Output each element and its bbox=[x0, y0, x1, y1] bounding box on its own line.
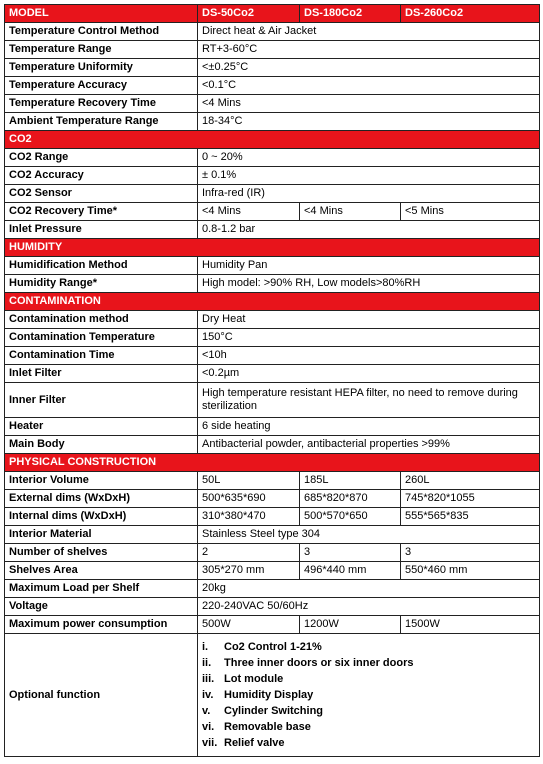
spec-table bbox=[4, 4, 540, 757]
row-label: CO2 Accuracy bbox=[5, 167, 198, 185]
spec-row bbox=[5, 526, 540, 544]
spec-row bbox=[5, 562, 540, 580]
section-title: PHYSICAL CONSTRUCTION bbox=[5, 454, 540, 472]
row-label: Ambient Temperature Range bbox=[5, 113, 198, 131]
spec-row bbox=[5, 472, 540, 490]
row-label: Humidification Method bbox=[5, 257, 198, 275]
row-value: 0 ~ 20% bbox=[198, 149, 540, 167]
spec-row bbox=[5, 418, 540, 436]
row-value-model-2: 1200W bbox=[300, 616, 401, 634]
row-label: Inlet Filter bbox=[5, 365, 198, 383]
spec-row bbox=[5, 59, 540, 77]
row-value-model-3: 260L bbox=[401, 472, 540, 490]
list-item bbox=[202, 687, 535, 703]
spec-sheet bbox=[4, 4, 539, 757]
row-label: Maximum power consumption bbox=[5, 616, 198, 634]
row-value: Infra-red (IR) bbox=[198, 185, 540, 203]
list-item-number: ii. bbox=[202, 657, 212, 669]
row-label: Contamination method bbox=[5, 311, 198, 329]
row-label: Heater bbox=[5, 418, 198, 436]
spec-row bbox=[5, 275, 540, 293]
model-header-row bbox=[5, 5, 540, 23]
row-value: High temperature resistant HEPA filter, no need to remove during sterilization bbox=[198, 383, 540, 418]
row-value: 150°C bbox=[198, 329, 540, 347]
row-value-model-1: <4 Mins bbox=[198, 203, 300, 221]
list-item-number: iii. bbox=[202, 673, 215, 685]
row-label: Contamination Temperature bbox=[5, 329, 198, 347]
spec-row bbox=[5, 383, 540, 418]
row-label: Temperature Recovery Time bbox=[5, 95, 198, 113]
list-item bbox=[202, 655, 535, 671]
row-value-model-2: 185L bbox=[300, 472, 401, 490]
list-item-text: Relief valve bbox=[224, 737, 285, 749]
optional-function-list-cell bbox=[198, 634, 540, 757]
row-value-model-1: 310*380*470 bbox=[198, 508, 300, 526]
spec-row bbox=[5, 185, 540, 203]
row-value: <±0.25°C bbox=[198, 59, 540, 77]
row-value: Humidity Pan bbox=[198, 257, 540, 275]
row-label: Temperature Uniformity bbox=[5, 59, 198, 77]
spec-row bbox=[5, 311, 540, 329]
row-value: Stainless Steel type 304 bbox=[198, 526, 540, 544]
row-value-model-2: 685*820*870 bbox=[300, 490, 401, 508]
model-label: MODEL bbox=[5, 5, 198, 23]
row-value-model-3: 745*820*1055 bbox=[401, 490, 540, 508]
list-item-text: Lot module bbox=[224, 673, 284, 685]
spec-row bbox=[5, 113, 540, 131]
row-label: Temperature Control Method bbox=[5, 23, 198, 41]
list-item bbox=[202, 719, 535, 735]
list-item-number: i. bbox=[202, 641, 209, 653]
row-value-model-3: 1500W bbox=[401, 616, 540, 634]
row-value: Dry Heat bbox=[198, 311, 540, 329]
row-value-model-3: 550*460 mm bbox=[401, 562, 540, 580]
row-label: Main Body bbox=[5, 436, 198, 454]
list-item bbox=[202, 671, 535, 687]
spec-row bbox=[5, 23, 540, 41]
row-value: ± 0.1% bbox=[198, 167, 540, 185]
spec-row bbox=[5, 598, 540, 616]
row-value-model-2: 496*440 mm bbox=[300, 562, 401, 580]
row-value-model-1: 2 bbox=[198, 544, 300, 562]
spec-row-optional bbox=[5, 634, 540, 757]
row-label: Internal dims (WxDxH) bbox=[5, 508, 198, 526]
section-header-co2 bbox=[5, 131, 540, 149]
row-label: Inlet Pressure bbox=[5, 221, 198, 239]
row-label: Humidity Range* bbox=[5, 275, 198, 293]
row-value: High model: >90% RH, Low models>80%RH bbox=[198, 275, 540, 293]
spec-row bbox=[5, 544, 540, 562]
row-label: CO2 Recovery Time* bbox=[5, 203, 198, 221]
row-label: Number of shelves bbox=[5, 544, 198, 562]
row-label: External dims (WxDxH) bbox=[5, 490, 198, 508]
spec-row bbox=[5, 167, 540, 185]
spec-row bbox=[5, 580, 540, 598]
list-item-number: iv. bbox=[202, 689, 214, 701]
row-label: Temperature Accuracy bbox=[5, 77, 198, 95]
row-value: RT+3-60°C bbox=[198, 41, 540, 59]
list-item-text: Three inner doors or six inner doors bbox=[224, 657, 414, 669]
spec-row bbox=[5, 329, 540, 347]
spec-row bbox=[5, 436, 540, 454]
row-label: Maximum Load per Shelf bbox=[5, 580, 198, 598]
row-label: Interior Material bbox=[5, 526, 198, 544]
list-item-text: Removable base bbox=[224, 721, 311, 733]
row-value: 18-34°C bbox=[198, 113, 540, 131]
spec-row bbox=[5, 149, 540, 167]
row-label: Voltage bbox=[5, 598, 198, 616]
model-1-name: DS-50Co2 bbox=[198, 5, 300, 23]
model-2-name: DS-180Co2 bbox=[300, 5, 401, 23]
optional-function-list bbox=[202, 635, 535, 755]
row-label: Inner Filter bbox=[5, 383, 198, 418]
list-item-number: vii. bbox=[202, 737, 218, 749]
list-item-number: v. bbox=[202, 705, 211, 717]
list-item bbox=[202, 639, 535, 655]
spec-row bbox=[5, 347, 540, 365]
list-item-number: vi. bbox=[202, 721, 215, 733]
row-value: 20kg bbox=[198, 580, 540, 598]
row-value-model-3: <5 Mins bbox=[401, 203, 540, 221]
row-label: Optional function bbox=[5, 634, 198, 757]
section-title: HUMIDITY bbox=[5, 239, 540, 257]
spec-row bbox=[5, 221, 540, 239]
row-value-model-3: 3 bbox=[401, 544, 540, 562]
row-label: CO2 Sensor bbox=[5, 185, 198, 203]
section-header-contamination bbox=[5, 293, 540, 311]
row-value-model-1: 50L bbox=[198, 472, 300, 490]
model-3-name: DS-260Co2 bbox=[401, 5, 540, 23]
row-value: <0.2µm bbox=[198, 365, 540, 383]
row-value: 220-240VAC 50/60Hz bbox=[198, 598, 540, 616]
section-title: CONTAMINATION bbox=[5, 293, 540, 311]
row-value: Antibacterial powder, antibacterial properties >99% bbox=[198, 436, 540, 454]
row-label: Shelves Area bbox=[5, 562, 198, 580]
row-label: Temperature Range bbox=[5, 41, 198, 59]
list-item bbox=[202, 735, 535, 751]
list-item-text: Humidity Display bbox=[224, 689, 314, 701]
row-value-model-1: 500*635*690 bbox=[198, 490, 300, 508]
row-value-model-1: 500W bbox=[198, 616, 300, 634]
spec-row bbox=[5, 257, 540, 275]
row-value: Direct heat & Air Jacket bbox=[198, 23, 540, 41]
spec-row bbox=[5, 365, 540, 383]
row-label: CO2 Range bbox=[5, 149, 198, 167]
section-header-physical bbox=[5, 454, 540, 472]
spec-row bbox=[5, 508, 540, 526]
row-label: Interior Volume bbox=[5, 472, 198, 490]
row-value-model-2: 3 bbox=[300, 544, 401, 562]
spec-row bbox=[5, 203, 540, 221]
spec-row bbox=[5, 77, 540, 95]
list-item bbox=[202, 703, 535, 719]
spec-row bbox=[5, 41, 540, 59]
row-value: <4 Mins bbox=[198, 95, 540, 113]
row-value: <10h bbox=[198, 347, 540, 365]
row-label: Contamination Time bbox=[5, 347, 198, 365]
row-value-model-2: 500*570*650 bbox=[300, 508, 401, 526]
row-value-model-2: <4 Mins bbox=[300, 203, 401, 221]
list-item-text: Co2 Control 1-21% bbox=[224, 641, 322, 653]
row-value: 6 side heating bbox=[198, 418, 540, 436]
list-item-text: Cylinder Switching bbox=[224, 705, 324, 717]
row-value-model-1: 305*270 mm bbox=[198, 562, 300, 580]
section-header-humidity bbox=[5, 239, 540, 257]
spec-row bbox=[5, 490, 540, 508]
row-value: 0.8-1.2 bar bbox=[198, 221, 540, 239]
row-value-model-3: 555*565*835 bbox=[401, 508, 540, 526]
spec-row bbox=[5, 95, 540, 113]
section-title: CO2 bbox=[5, 131, 540, 149]
spec-row bbox=[5, 616, 540, 634]
row-value: <0.1°C bbox=[198, 77, 540, 95]
